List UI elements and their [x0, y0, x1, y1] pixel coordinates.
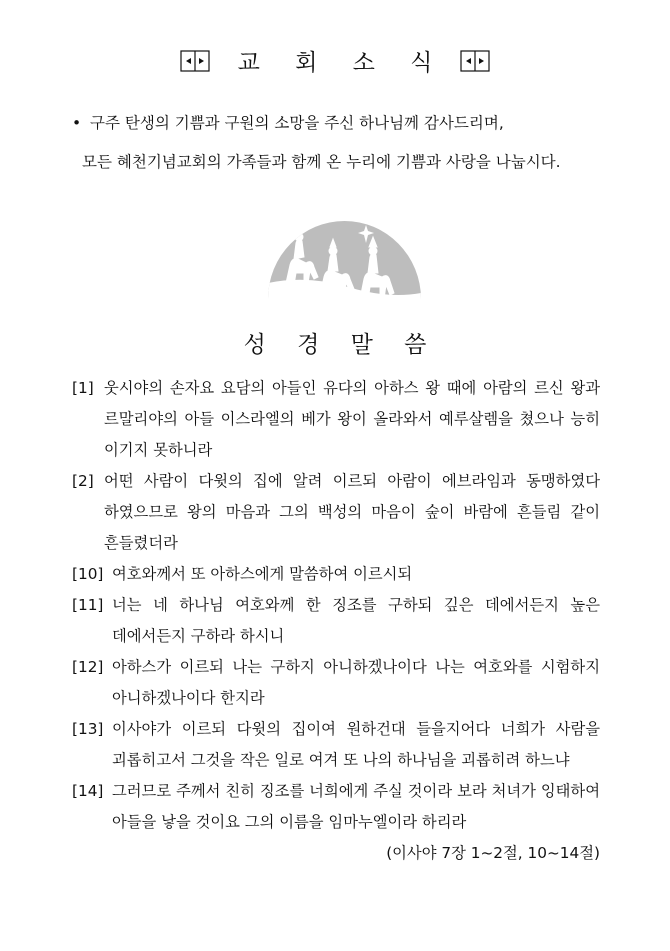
verse-item	[72, 466, 600, 559]
verse-item	[72, 776, 600, 838]
verse-text: 그러므로 주께서 친히 징조를 너희에게 주실 것이라 보라 처녀가 잉태하여 아들을 낳을 것이요 그의 이름을 임마누엘이라 하리라	[112, 782, 600, 831]
news-line-1-text: 구주 탄생의 기쁨과 구원의 소망을 주신 하나님께 감사드리며,	[90, 114, 504, 132]
scripture-citation: (이사야 7장 1~2절, 10~14절)	[386, 844, 600, 862]
news-title: 교 회 소 식	[237, 50, 447, 76]
verse-item	[72, 373, 600, 466]
bullet: •	[72, 114, 82, 132]
verse-item	[72, 652, 600, 714]
news-line-1	[72, 104, 632, 143]
news-header	[0, 44, 670, 77]
verse-number: [1]	[72, 379, 94, 397]
verse-number: [10]	[72, 565, 104, 583]
right-bracket-icon	[460, 50, 490, 72]
scripture-title: 성 경 말 씀	[243, 332, 439, 358]
verse-item	[72, 590, 600, 652]
verse-number: [14]	[72, 782, 104, 800]
verse-item	[72, 559, 600, 590]
scripture-verses	[72, 373, 600, 869]
verse-number: [2]	[72, 472, 94, 490]
verse-number: [11]	[72, 596, 104, 614]
verse-text: 너는 네 하나님 여호와께 한 징조를 구하되 깊은 데에서든지 높은 데에서든지 구하라 하시니	[112, 596, 600, 645]
verse-item	[72, 714, 600, 776]
church-news	[72, 104, 632, 182]
three-wise-men-illustration	[268, 213, 421, 309]
verse-number: [13]	[72, 720, 104, 738]
verse-text: 아하스가 이르되 나는 구하지 아니하겠나이다 나는 여호와를 시험하지 아니하겠나이다 한지라	[112, 658, 600, 707]
verse-number: [12]	[72, 658, 104, 676]
verse-text: 어떤 사람이 다윗의 집에 알려 이르되 아람이 에브라임과 동맹하였다 하였으므로 왕의 마음과 그의 백성의 마음이 숲이 바람에 흔들림 같이 흔들렸더라	[104, 472, 600, 552]
verse-text: 이사야가 이르되 다윗의 집이여 원하건대 들을지어다 너희가 사람을 괴롭히고서 그것을 작은 일로 여겨 또 나의 하나님을 괴롭히려 하느냐	[112, 720, 600, 769]
left-bracket-icon	[180, 50, 210, 72]
news-line-2: 모든 혜천기념교회의 가족들과 함께 온 누리에 기쁨과 사랑을 나눕시다.	[82, 153, 561, 171]
verse-text: 웃시야의 손자요 요담의 아들인 유다의 아하스 왕 때에 아람의 르신 왕과 르말리야의 아들 이스라엘의 베가 왕이 올라와서 예루살렘을 쳤으나 능히 이기지 못하니라	[104, 379, 600, 459]
verse-text: 여호와께서 또 아하스에게 말씀하여 이르시되	[112, 565, 413, 583]
